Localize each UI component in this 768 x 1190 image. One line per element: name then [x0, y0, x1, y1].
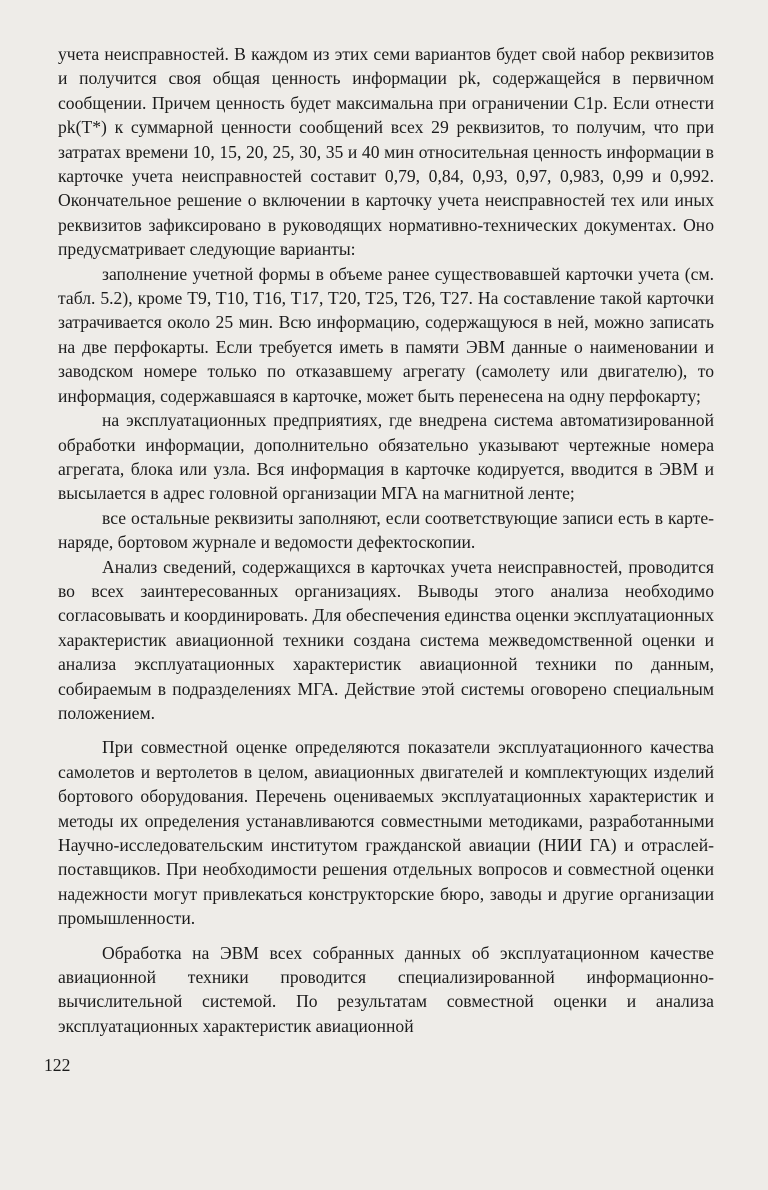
paragraph-4: все остальные реквизиты заполняют, если соответствующие записи есть в карте-наряде, бортовом журнале и ведомости дефектоскопии.	[58, 507, 714, 553]
paragraph-7: Обработка на ЭВМ всех собранных данных об эксплуатационном качестве авиационной техники проводится специализированной информационно-вычислительной системой. По результатам совместной оценки и анализа эксплуатационных характеристик авиационной	[58, 942, 714, 1036]
paragraph-3: на эксплуатационных предприятиях, где внедрена система автоматизированной обработки информации, дополнительно обязательно указывают чертежные номера агрегата, блока или узла. Вся информация в карточке кодируется, вводится в ЭВМ и высылается в адрес головной организации МГА на магнитной ленте;	[58, 410, 714, 504]
paragraph-5: Анализ сведений, содержащихся в карточках учета неисправностей, проводится во всех заинтересованных организациях. Выводы этого анализа необходимо согласовывать и координировать. Для обеспечения единства оценки эксплуатационных характеристик авиационной техники создана система межведомственной оценки и анализа эксплуатационных характеристик авиационной техники по данным, собираемым в подразделениях МГА. Действие этой системы оговорено специальным положением.	[58, 556, 714, 723]
paragraph-1: учета неисправностей. В каждом из этих семи вариантов будет свой набор реквизитов и получится своя общая ценность информации pk, содержащейся в первичном сообщении. Причем ценность будет максимальна при ограничении C1p. Если отнести pk(T*) к суммарной ценности сообщений всех 29 реквизитов, то получим, что при затратах времени 10, 15, 20, 25, 30, 35 и 40 мин относительная ценность информации в карточке учета неисправностей составит 0,79, 0,84, 0,93, 0,97, 0,983, 0,99 и 0,992. Окончательное решение о включении в карточку учета неисправностей тех или иных реквизитов зафиксировано в руководящих нормативно-технических документах. Оно предусматривает следующие варианты:	[58, 44, 714, 260]
paragraph-2: заполнение учетной формы в объеме ранее существовавшей карточки учета (см. табл. 5.2), кроме T9, T10, T16, T17, T20, T25, T26, T27. На составление такой карточки затрачивается около 25 мин. Всю информацию, содержащуюся в ней, можно записать на две перфокарты. Если требуется иметь в памяти ЭВМ данные о наименовании и заводском номере только по отказавшему агрегату (самолету или двигателю), то информация, содержавшаяся в карточке, может быть перенесена на одну перфокарту;	[58, 263, 714, 406]
paragraph-6: При совместной оценке определяются показатели эксплуатационного качества самолетов и вертолетов в целом, авиационных двигателей и комплектующих изделий бортового оборудования. Перечень оцениваемых эксплуатационных характеристик и методы их определения устанавливаются совместными методиками, разработанными Научно-исследовательским институтом гражданской авиации (НИИ ГА) и отраслей-поставщиков. При необходимости решения отдельных вопросов и совместной оценки надежности могут привлекаться конструкторские бюро, заводы и другие организации промышленности.	[58, 737, 714, 929]
page-text	[58, 42, 714, 1038]
page-number: 122	[44, 1055, 71, 1075]
